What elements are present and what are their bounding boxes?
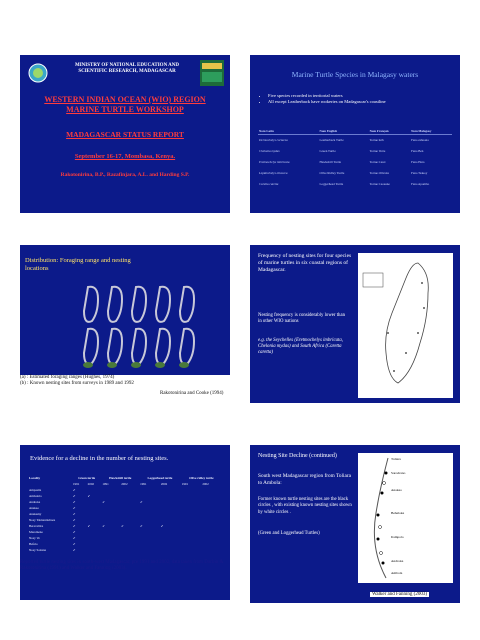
distribution-caption-b: (b) : Known nesting sites from surveys in 1989 and 1992	[20, 381, 134, 386]
nesting-frequency-map	[358, 253, 453, 398]
decline-locality: Nosy Tsimanindraza	[29, 518, 56, 522]
species-cell: Caretta caretta	[259, 182, 279, 186]
report-title: MADAGASCAR STATUS REPORT	[66, 130, 184, 139]
species-col-header: Nom Français	[369, 129, 389, 133]
slide-nesting-frequency	[250, 245, 460, 403]
decline-col-header: Locality	[29, 476, 41, 480]
decline-year: 1991	[102, 482, 109, 486]
decline-year: 2002	[121, 482, 128, 486]
map-label: Ambola	[391, 571, 403, 575]
species-cell: Eretmochelys imbricata	[259, 160, 290, 164]
species-cell: Hawksbill Turtle	[319, 160, 342, 164]
slide-decline-evidence	[20, 445, 230, 600]
species-table	[258, 128, 452, 190]
map-label: Anakao	[391, 488, 402, 492]
species-title: Marine Turtle Species in Malagasy waters	[291, 70, 419, 79]
species-cell: Fano Hara	[411, 160, 425, 164]
decline-col-header: Loggerhead turtle	[147, 476, 173, 480]
species-bullet: • Five species recorded in territorial waters	[268, 93, 458, 99]
species-col-header: Nom Latin	[259, 129, 274, 133]
slide-distribution	[20, 245, 230, 375]
species-cell: Fano Apombo	[411, 182, 430, 186]
decline-year: 2002	[160, 482, 168, 486]
species-bullet: • All except Leatherback have rookeries on Madagascar's coastline	[268, 99, 458, 105]
distribution-caption-a: (a) : Estimated foraging ranges (Hughes, 1974)	[20, 375, 115, 380]
distribution-title: Distribution: Foraging range and nesting locations	[25, 257, 131, 272]
decline-locality: Nosy Ve	[29, 536, 40, 540]
decline-cont-title: Nesting Site Decline (continued)	[258, 453, 337, 459]
species-cell: Tortue Caret	[369, 160, 386, 164]
decline-caption: Reported turtle nesting sites in south-west Madagascar, pre 1991 and 2002, data taken from Durbin & Rakotonirina (1991) and Walker and Fanning (2003).	[20, 560, 224, 571]
decline-credit: Walker and Fanning (2003)	[372, 592, 427, 597]
decline-locality: Ampasila	[29, 488, 42, 492]
decline-col-header: Olive ridley turtle	[189, 476, 214, 480]
decline-year: 2002	[202, 482, 209, 486]
decline-title: Evidence for a decline in the number of nesting sites.	[30, 455, 169, 462]
map-label: Beheloka	[391, 511, 405, 515]
frequency-note2: e.g. the Seychelles (Eretmochelys imbricata, Chelonia mydas) and South Africa (Caretta caretta)	[258, 338, 343, 355]
map-label: Toliara	[391, 457, 401, 461]
decline-former: Former known turtle nesting sites are the black circles , with existing known nesting sites shown by white circles .	[258, 497, 352, 515]
map-label: Sarodrano	[391, 471, 406, 475]
species-cell: Fano zahoana	[411, 138, 429, 143]
ministry-logo	[28, 63, 48, 83]
species-cell: Lepidochelys olivacea	[259, 171, 288, 175]
species-cell: Leatherback Turtle	[319, 138, 344, 143]
report-authors: Rakotonirina, B.P., Razafinjara, A.L. and Harding S.P.	[60, 172, 190, 178]
decline-locality: Androka	[29, 500, 41, 504]
decline-locality: Anakamy	[29, 512, 42, 516]
decline-year: 1991	[140, 482, 147, 486]
decline-locality: Maromeno	[29, 530, 43, 534]
species-cell: Tortue Verte	[369, 149, 386, 153]
decline-region: South west Madagascar region from Toliara to Ambola:	[258, 473, 351, 486]
decline-year: 1991	[72, 482, 80, 486]
species-cell: Chelonia mydas	[259, 149, 280, 153]
slide-decline-continued	[250, 445, 460, 603]
southwest-map	[358, 453, 453, 583]
frequency-note1: Nesting frequency is considerably lower than in other WIO nations	[258, 313, 345, 324]
species-cell: Tortue luth	[369, 138, 384, 143]
map-label: Itampolo	[391, 535, 404, 539]
species-cell: Fano Tsakoy	[411, 171, 428, 175]
workshop-title: WESTERN INDIAN OCEAN (WIO) REGION MARINE TURTLE WORKSHOP	[44, 95, 206, 114]
decline-col-header: Green turtle	[78, 476, 96, 480]
species-cell: Tortue Caouane	[369, 182, 390, 186]
wio-logo	[200, 60, 224, 86]
ministry-text: MINISTRY OF NATIONAL EDUCATION AND SCIENTIFIC RESEARCH, MADAGASCAR	[74, 63, 179, 74]
species-cell: Dermochelys coriacea	[259, 138, 288, 143]
report-date: September 16-17, Mombasa, Kenya.	[74, 153, 176, 160]
species-cell: Loggerhead Turtle	[319, 182, 344, 186]
decline-locality: Ambalola	[29, 494, 42, 498]
species-col-header: Nom Malagasy	[411, 129, 432, 133]
slide-species	[250, 55, 460, 213]
slide-title	[20, 55, 230, 213]
decline-species: (Green and Loggerhead Turtles)	[258, 531, 320, 536]
turtle-icons	[83, 362, 189, 368]
decline-locality: Befolo	[29, 542, 38, 546]
decline-locality: Nosy Satrana	[29, 548, 47, 552]
species-cell: Fano Ben	[411, 149, 424, 153]
species-col-header: Nom English	[319, 129, 338, 133]
decline-locality: Anakao	[29, 506, 39, 510]
decline-locality: Beravalitra	[29, 524, 44, 528]
distribution-credit: Rakotonirina and Cooke (1994)	[160, 391, 224, 396]
map-label: Androka	[391, 559, 404, 563]
madagascar-foraging-maps	[80, 285, 225, 370]
decline-year: 2002	[87, 482, 94, 486]
decline-table: Locality Green turtle Hawksbill turtle Loggerhead turtle Olive ridley turtle 1991 2002 1991 2002 1991 2002 1991 2002 Ampasila ✔ Ambalola ✔ ✔ Androka ✔ ✔ ✔ Anakao ✔ Anakamy ✔ Nosy Tsimanindraza ✔ Beravalitra ✔ ✔ ✔ ✔ ✔ ✔ Maromeno ✔ Nosy Ve ✔ Befolo ✔ Nosy Satrana ✔	[28, 475, 222, 585]
decline-year: 1991	[181, 482, 189, 486]
frequency-heading: Frequency of nesting sites for four species of marine turtles in six coastal regions of Madagascar.	[258, 253, 352, 273]
decline-col-header: Hawksbill turtle	[109, 476, 132, 480]
species-cell: Green Turtle	[319, 149, 336, 153]
species-cell: Tortue Olivatre	[369, 171, 390, 175]
species-cell: Olive Ridley Turtle	[319, 171, 345, 175]
